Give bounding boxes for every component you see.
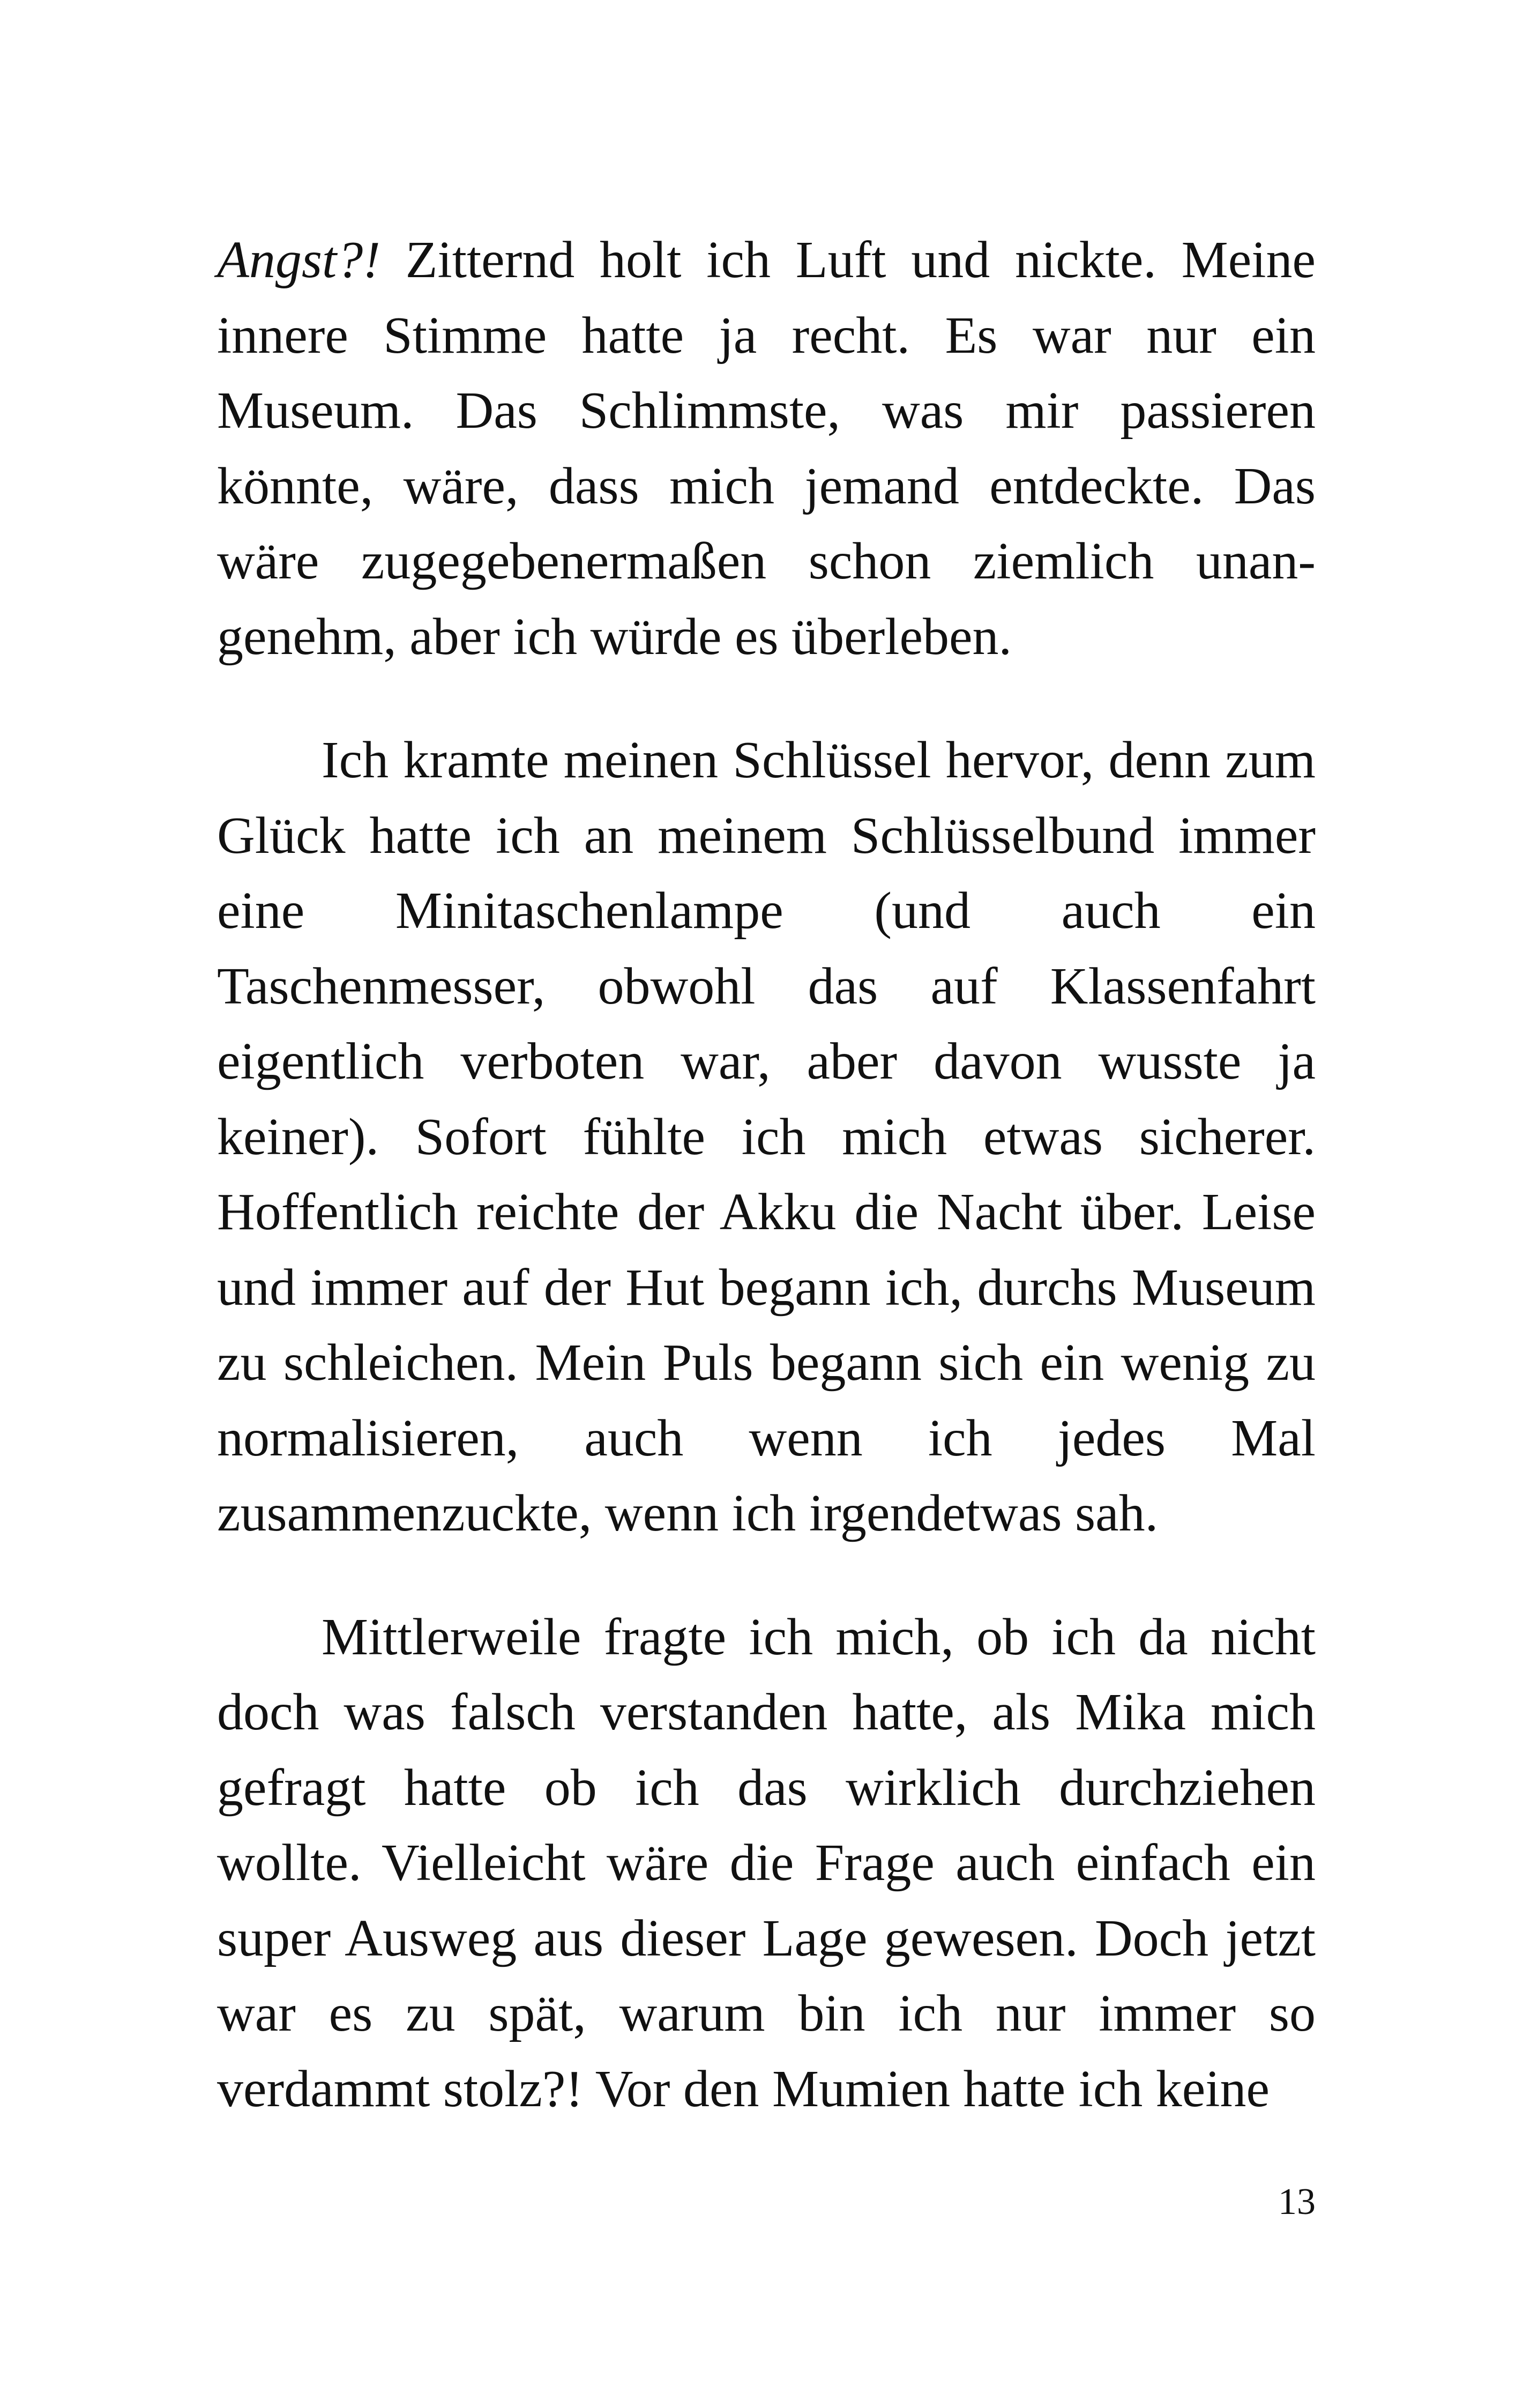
paragraph-1 xyxy=(217,222,1316,674)
paragraph-2: Ich kramte meinen Schlüssel hervor, denn zum Glück hatte ich an meinem Schlüsselbund immer eine Minitaschenlampe (und auch ein Taschenmesser, obwohl das auf Klassenfahrt eigentlich verboten war, aber davon wusste ja keiner). Sofort fühlte ich mich etwas sicherer. Hoffentlich reichte der Akku die Nacht über. Leise und immer auf der Hut begann ich, durchs Museum zu schleichen. Mein Puls begann sich ein wenig zu normalisieren, auch wenn ich jedes Mal zusammenzuckte, wenn ich irgendetwas sah. xyxy=(217,731,1316,1542)
paragraph-1-text: Zitternd holt ich Luft und nickte. Meine innere Stimme hatte ja recht. Es war nur ein Museum. Das Schlimmste, was mir passieren könnte, wäre, dass mich jemand entdeckte. Das wäre zugegebenermaßen schon ziemlich unangenehm, aber ich würde es überleben. xyxy=(217,231,1316,666)
paragraph-3: Mittlerweile fragte ich mich, ob ich da nicht doch was falsch verstanden hatte, als Mika mich gefragt hatte ob ich das wirklich durchziehen wollte. Vielleicht wäre die Frage auch einfach ein super Ausweg aus dieser Lage gewesen. Doch jetzt war es zu spät, warum bin ich nur immer so verdammt stolz?! Vor den Mumien hatte ich keine xyxy=(217,1608,1316,2118)
italic-lead: Angst?! xyxy=(217,231,380,289)
page-number: 13 xyxy=(1278,2181,1316,2223)
body-text xyxy=(217,222,1316,2127)
